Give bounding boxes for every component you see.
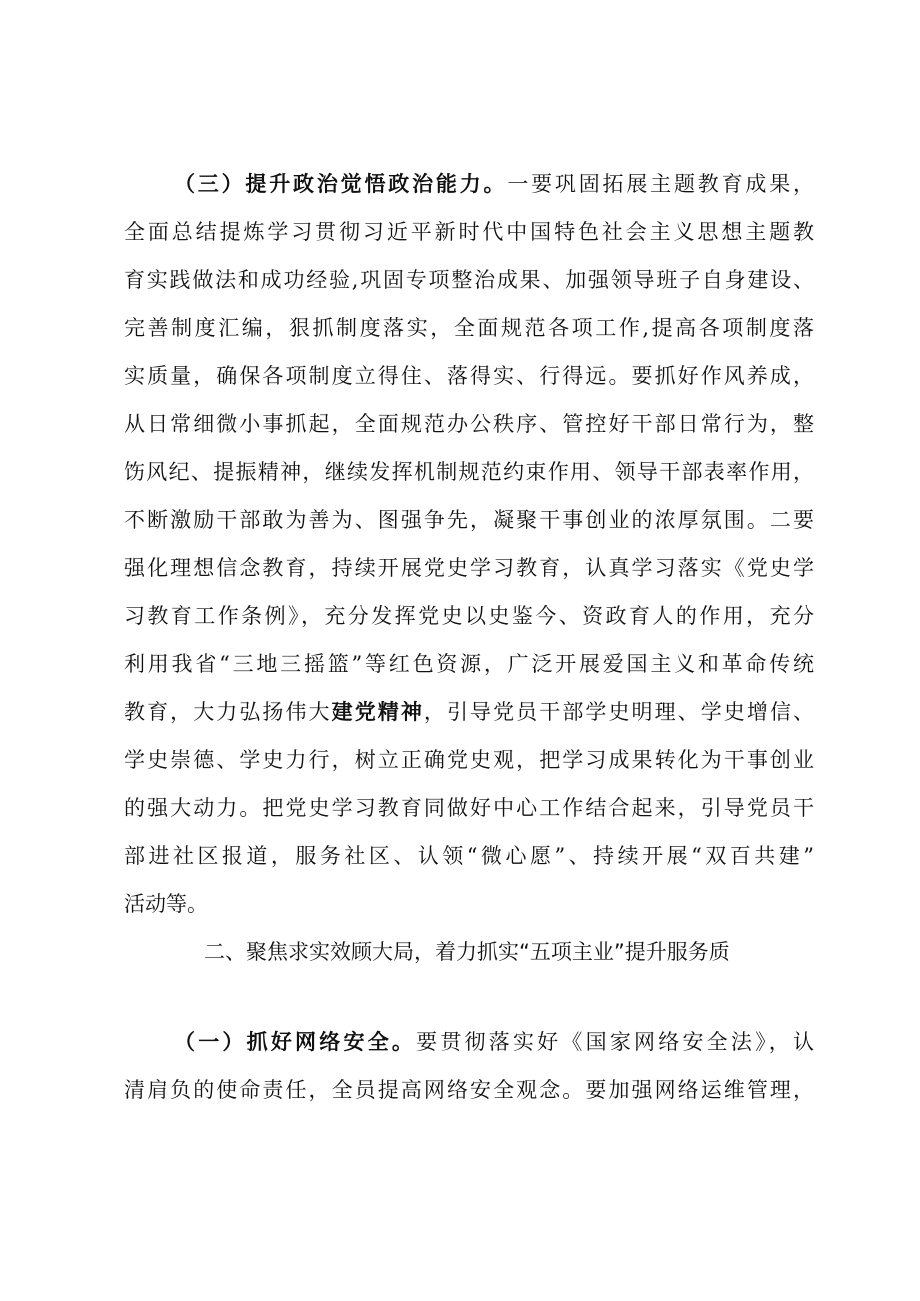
emphasis-text: 建党精神 <box>331 700 424 724</box>
paragraph-line: 完善制度汇编，狠抓制度落实，全面规范各项工作,提高各项制度落 <box>124 316 814 340</box>
paragraph-line: 实质量，确保各项制度立得住、落得实、行得远。要抓好作风养成， <box>124 364 814 388</box>
paragraph-line: 强化理想信念教育，持续开展党史学习教育，认真学习落实《党史学 <box>124 556 814 580</box>
paragraph-lead-title: （三）提升政治觉悟政治能力。 <box>174 172 508 196</box>
paragraph-line: 育实践做法和成功经验,巩固专项整治成果、加强领导班子自身建设、 <box>124 268 814 292</box>
paragraph-lead-title: （一）抓好网络安全。 <box>174 1030 417 1054</box>
paragraph-line: 教育，大力弘扬伟大建党精神，引导党员干部学史明理、学史增信、 <box>124 700 814 724</box>
paragraph-line: 学史崇德、学史力行，树立正确党史观，把学习成果转化为干事创业 <box>124 748 814 772</box>
paragraph-line: （一）抓好网络安全。要贯彻落实好《国家网络安全法》，认 <box>174 1030 814 1054</box>
paragraph-line: 不断激励干部敢为善为、图强争先，凝聚干事创业的浓厚氛围。二要 <box>124 508 814 532</box>
paragraph-line: 的强大动力。把党史学习教育同做好中心工作结合起来，引导党员干 <box>124 796 814 820</box>
paragraph-line: 部进社区报道，服务社区、认领“微心愿”、持续开展“双百共建” <box>124 844 814 868</box>
paragraph-line: 饬风纪、提振精神，继续发挥机制规范约束作用、领导干部表率作用， <box>124 460 814 484</box>
paragraph-line: 全面总结提炼学习贯彻习近平新时代中国特色社会主义思想主题教 <box>124 220 814 244</box>
paragraph-line: （三）提升政治觉悟政治能力。一要巩固拓展主题教育成果， <box>174 172 814 196</box>
paragraph-line: 从日常细微小事抓起，全面规范办公秩序、管控好干部日常行为，整 <box>124 412 814 436</box>
section-heading: 二、聚焦求实效顾大局，着力抓实“五项主业”提升服务质 <box>204 940 730 964</box>
paragraph-line: 习教育工作条例》，充分发挥党史以史鉴今、资政育人的作用，充分 <box>124 604 814 628</box>
paragraph-line: 利用我省“三地三摇篮”等红色资源，广泛开展爱国主义和革命传统 <box>124 652 814 676</box>
paragraph-line: 活动等。 <box>124 892 208 916</box>
paragraph-line: 清肩负的使命责任，全员提高网络安全观念。要加强网络运维管理， <box>124 1078 814 1102</box>
